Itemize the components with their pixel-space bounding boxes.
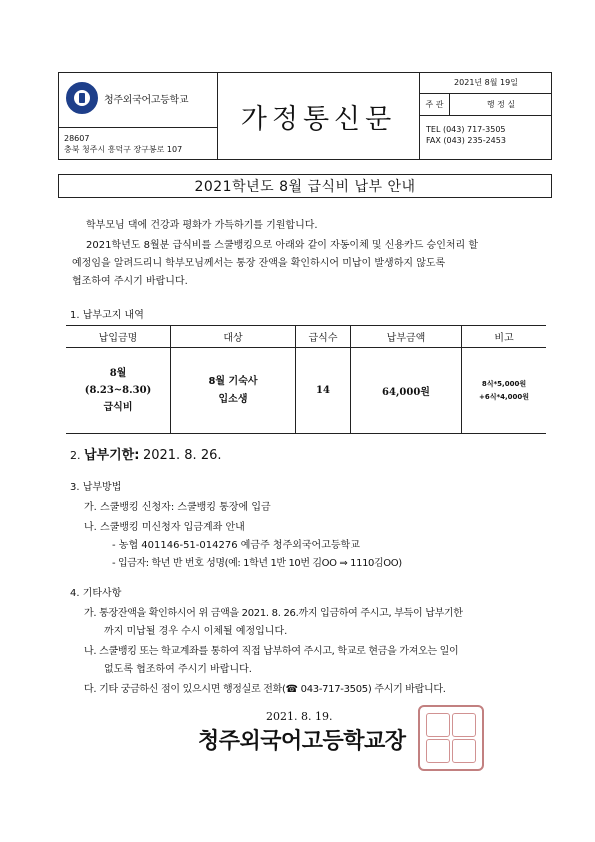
intro-line-4: 협조하여 주시기 바랍니다.	[72, 276, 188, 287]
intro-line-2: 2021학년도 8월분 급식비를 스쿨뱅킹으로 아래와 같이 자동이체 및 신용카드 승인처리 할	[86, 240, 479, 251]
section-2-deadline	[70, 444, 222, 463]
note-b-line-1: 나. 스쿨뱅킹 또는 학교계좌를 통하여 직접 납부하여 주시고, 학교로 현금을 가져오는 일이	[84, 646, 459, 657]
col-header-note: 비고	[462, 326, 547, 348]
depositor-format: - 입금자: 학년 반 번호 성명(예: 1학년 1반 10번 김OO ⇒ 1110김OO)	[112, 558, 402, 569]
section-3-heading: 3. 납부방법	[70, 482, 122, 493]
intro-line-1: 학부모님 댁에 건강과 평화가 가득하기를 기원합니다.	[86, 220, 318, 231]
cell-target: 8월 기숙사 입소생	[171, 348, 296, 434]
notice-title: 2021학년도 8월 급식비 납부 안내	[58, 174, 552, 198]
issue-date: 2021년 8월 19일	[420, 72, 552, 94]
principal-name: 청주외국어고등학교장	[198, 729, 406, 754]
table-header-row	[66, 326, 546, 348]
school-address: 충북 청주시 흥덕구 장구봉로 107	[64, 145, 183, 154]
footer-date: 2021. 8. 19.	[266, 710, 333, 723]
owner-value: 행 정 실	[486, 100, 516, 109]
payment-method-a: 가. 스쿨뱅킹 신청자: 스쿨뱅킹 통장에 입금	[84, 502, 271, 513]
col-header-target: 대상	[171, 326, 296, 348]
note-c: 다. 기타 궁금하신 점이 있으시면 행정실로 전화(☎ 043-717-3505) 주시기 바랍니다.	[84, 684, 446, 695]
fee-table	[66, 325, 546, 434]
cell-fee-name: 8월 (8.23~8.30) 급식비	[66, 348, 171, 434]
newsletter-title: 가정통신문	[218, 72, 420, 160]
note-a-line-2: 까지 미납될 경우 수시 이체될 예정입니다.	[104, 626, 288, 637]
cell-note: 8식*5,000원 +6식*4,000원	[462, 348, 547, 434]
deadline-value: 2021. 8. 26.	[142, 448, 222, 463]
school-name: 청주외국어고등학교	[104, 95, 189, 106]
note-b-line-2: 없도록 협조하여 주시기 바랍니다.	[104, 664, 252, 675]
col-header-name: 납입금명	[66, 326, 171, 348]
section-4-heading: 4. 기타사항	[70, 588, 122, 599]
owner-label: 주 관	[420, 94, 450, 115]
school-address-block	[58, 128, 218, 160]
fax-number: FAX (043) 235-2453	[426, 136, 506, 145]
intro-line-3: 예정임을 알려드리니 학부모님께서는 통장 잔액을 확인하시어 미납이 발생하지 않도록	[72, 258, 446, 269]
section-1-heading: 1. 납부고지 내역	[70, 310, 144, 321]
col-header-meals: 급식수	[296, 326, 351, 348]
col-header-amount: 납부금액	[351, 326, 462, 348]
payment-method-b: 나. 스쿨뱅킹 미신청자 입금계좌 안내	[84, 522, 245, 533]
contact-info	[426, 124, 506, 146]
section-2-number: 2.	[70, 449, 81, 462]
cell-meals: 14	[296, 348, 351, 434]
table-row	[66, 348, 546, 434]
cell-amount: 64,000원	[351, 348, 462, 434]
tel-number: TEL (043) 717-3505	[426, 125, 506, 134]
bank-account: - 농협 401146-51-014276 예금주 청주외국어고등학교	[112, 540, 360, 551]
school-logo-icon	[66, 82, 98, 114]
deadline-label: 납부기한:	[84, 448, 140, 463]
official-seal-icon	[418, 705, 484, 771]
owner-row	[420, 94, 552, 116]
postal-code: 28607	[64, 134, 90, 143]
note-a-line-1: 가. 통장잔액을 확인하시어 위 금액을 2021. 8. 26.까지 입금하여 주시고, 부득이 납부기한	[84, 608, 463, 619]
